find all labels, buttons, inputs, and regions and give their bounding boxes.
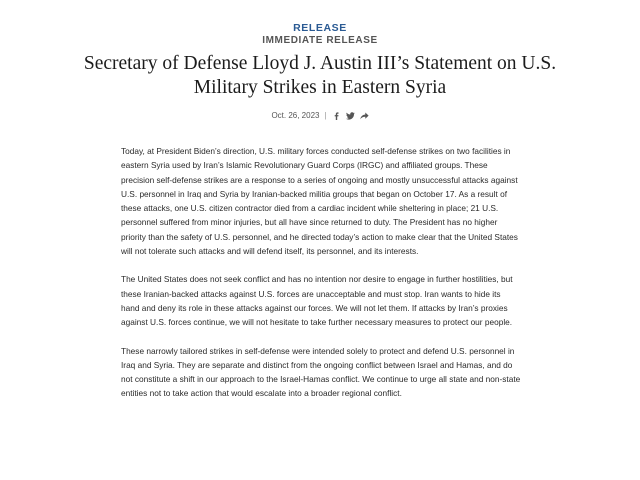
meta-divider: |	[324, 111, 327, 120]
article-body	[121, 144, 521, 415]
paragraph: These narrowly tailored strikes in self-defense were intended solely to protect and defend U.S. personnel in Iraq and Syria. They are separate and distinct from the ongoing conflict between Israel and Hamas, and do not constitute a shift in our approach to the Israel-Hamas conflict. We continue to urge all state and non-state entities not to take action that would escalate into a broader regional conflict.	[121, 345, 521, 399]
page-title: Secretary of Defense Lloyd J. Austin III’s Statement on U.S. Military Strikes in Eastern Syria	[83, 53, 557, 98]
article-meta	[0, 111, 640, 120]
share-icon[interactable]	[360, 111, 369, 120]
paragraph: Today, at President Biden’s direction, U.S. military forces conducted self-defense strikes on two facilities in eastern Syria used by Iran’s Islamic Revolutionary Guard Corps (IRGC) and affiliated groups. These precision self-defense strikes are a response to a series of ongoing and mostly unsuccessful attacks against U.S. personnel in Iraq and Syria by Iranian-backed militia groups that began on October 17. As a result of these attacks, one U.S. citizen contractor died from a cardiac incident while sheltering in place; 21 U.S. personnel suffered from minor injuries, but all have since returned to duty. The President has no higher priority than the safety of U.S. personnel, and he directed today’s action to make clear that the United States will not tolerate such attacks and will defend itself, its personnel, and its interests.	[121, 146, 518, 257]
facebook-icon[interactable]	[332, 111, 341, 120]
publish-date: Oct. 26, 2023	[271, 111, 320, 120]
release-subcategory: IMMEDIATE RELEASE	[262, 35, 378, 46]
release-category[interactable]: RELEASE	[293, 22, 347, 34]
twitter-icon[interactable]	[346, 111, 355, 120]
paragraph: The United States does not seek conflict and has no intention nor desire to engage in further hostilities, but these Iranian-backed attacks against U.S. forces are unacceptable and must stop. Iran wants to hide its hand and deny its role in these attacks against our forces. We will not let them. If attacks by Iran’s proxies against U.S. forces continue, we will not hesitate to take further necessary measures to protect our people.	[121, 274, 513, 328]
